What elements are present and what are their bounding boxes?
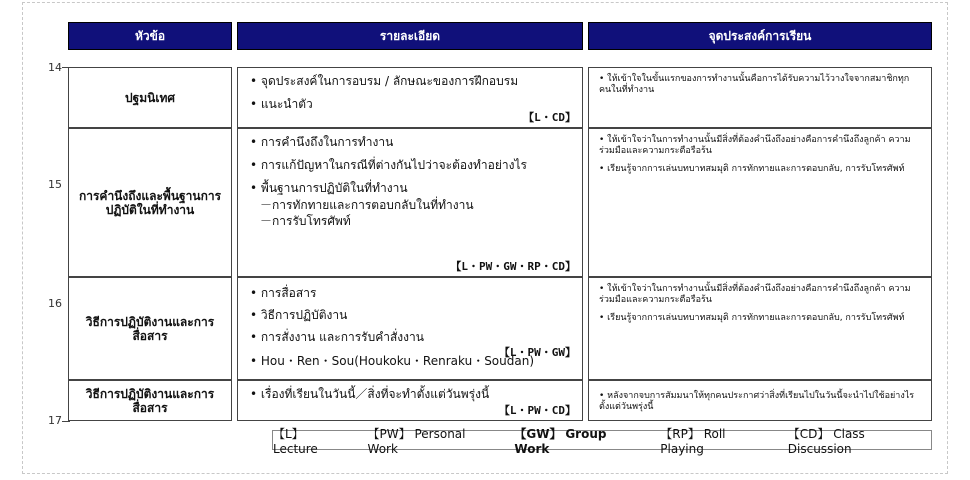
- detail-item: • วิธีการปฏิบัติงาน: [250, 308, 348, 322]
- detail-item: • การสื่อสาร: [250, 286, 317, 300]
- time-tick: [62, 421, 70, 422]
- row-detail: [237, 380, 583, 421]
- row-detail: [237, 67, 583, 128]
- time-15: 15: [48, 178, 62, 191]
- purpose-item: • หลังจากจบการสัมมนาให้ทุกคนประกาศว่าสิ่งที่เรียนไปในวันนี้จะนำไปใช้อย่างไรตั้งแต่วันพรุ่งนี้: [599, 391, 915, 412]
- time-16: 16: [48, 297, 62, 310]
- row-topic: ปฐมนิเทศ: [68, 67, 232, 128]
- header-detail: รายละเอียด: [237, 22, 583, 50]
- row-topic: การคำนึงถึงและพื้นฐานการปฏิบัติในที่ทำงาน: [68, 128, 232, 277]
- row-topic: วิธีการปฏิบัติงานและการสื่อสาร: [68, 277, 232, 380]
- row-purpose: [588, 128, 932, 277]
- legend-item: 【GW】 Group Work: [514, 426, 607, 456]
- row-detail: [237, 277, 583, 380]
- time-17: 17: [48, 414, 62, 427]
- row-purpose: [588, 380, 932, 421]
- detail-item: • การแก้ปัญหาในกรณีที่ต่างกันไปว่าจะต้องทำอย่างไร: [250, 158, 527, 172]
- method-tag: 【L・CD】: [523, 111, 576, 124]
- detail-item: • Hou・Ren・Sou(Houkoku・Renraku・Soudan): [250, 354, 535, 368]
- legend-item: 【L】 Lecture: [273, 426, 318, 456]
- row-detail: [237, 128, 583, 277]
- purpose-item: • เรียนรู้จากการเล่นบทบาทสมมุติ การทักทายและการตอบกลับ, การรับโทรศัพท์: [599, 164, 905, 174]
- row-purpose: [588, 67, 932, 128]
- row-topic: วิธีการปฏิบัติงานและการสื่อสาร: [68, 380, 232, 421]
- purpose-item: • เรียนรู้จากการเล่นบทบาทสมมุติ การทักทายและการตอบกลับ, การรับโทรศัพท์: [599, 313, 905, 323]
- method-tag: 【L・PW・GW】: [498, 346, 576, 359]
- detail-item: • การคำนึงถึงในการทำงาน: [250, 135, 394, 149]
- detail-item: • การสั่งงาน และการรับคำสั่งงาน: [250, 330, 424, 344]
- detail-item: • เรื่องที่เรียนในวันนี้／สิ่งที่จะทำตั้งแต่วันพรุ่งนี้: [250, 387, 490, 401]
- purpose-item: • ให้เข้าใจว่าในการทำงานนั้นมีสิ่งที่ต้องคำนึงถึงอย่างคือการคำนึงถึงลูกค้า ความร่วมมือและความกระตือรือร้น: [599, 284, 911, 305]
- header-purpose: จุดประสงค์การเรียน: [588, 22, 932, 50]
- row-purpose: [588, 277, 932, 380]
- detail-item: • แนะนำตัว: [250, 97, 313, 111]
- legend-item: 【PW】 Personal Work: [367, 426, 466, 456]
- method-tag: 【L・PW・CD】: [498, 404, 576, 417]
- detail-subitem: －การทักทายและการตอบกลับในที่ทำงาน: [260, 198, 474, 212]
- detail-item: • พื้นฐานการปฏิบัติในที่ทำงาน: [250, 181, 408, 195]
- legend-item: 【CD】 Class Discussion: [787, 426, 865, 456]
- legend-item: 【RP】 Roll Playing: [660, 426, 726, 456]
- detail-subitem: －การรับโทรศัพท์: [260, 214, 351, 228]
- method-tag: 【L・PW・GW・RP・CD】: [450, 260, 576, 273]
- header-topic: หัวข้อ: [68, 22, 232, 50]
- time-14: 14: [48, 61, 62, 74]
- detail-item: • จุดประสงค์ในการอบรม / ลักษณะของการฝึกอบรม: [250, 74, 519, 88]
- purpose-item: • ให้เข้าใจว่าในการทำงานนั้นมีสิ่งที่ต้องคำนึงถึงอย่างคือการคำนึงถึงลูกค้า ความร่วมมือและความกระตือรือร้น: [599, 135, 911, 156]
- purpose-item: • ให้เข้าใจในขั้นแรกของการทำงานนั้นคือการได้รับความไว้วางใจจากสมาชิกทุกคนในที่ทำงาน: [599, 74, 910, 95]
- legend: [272, 426, 932, 456]
